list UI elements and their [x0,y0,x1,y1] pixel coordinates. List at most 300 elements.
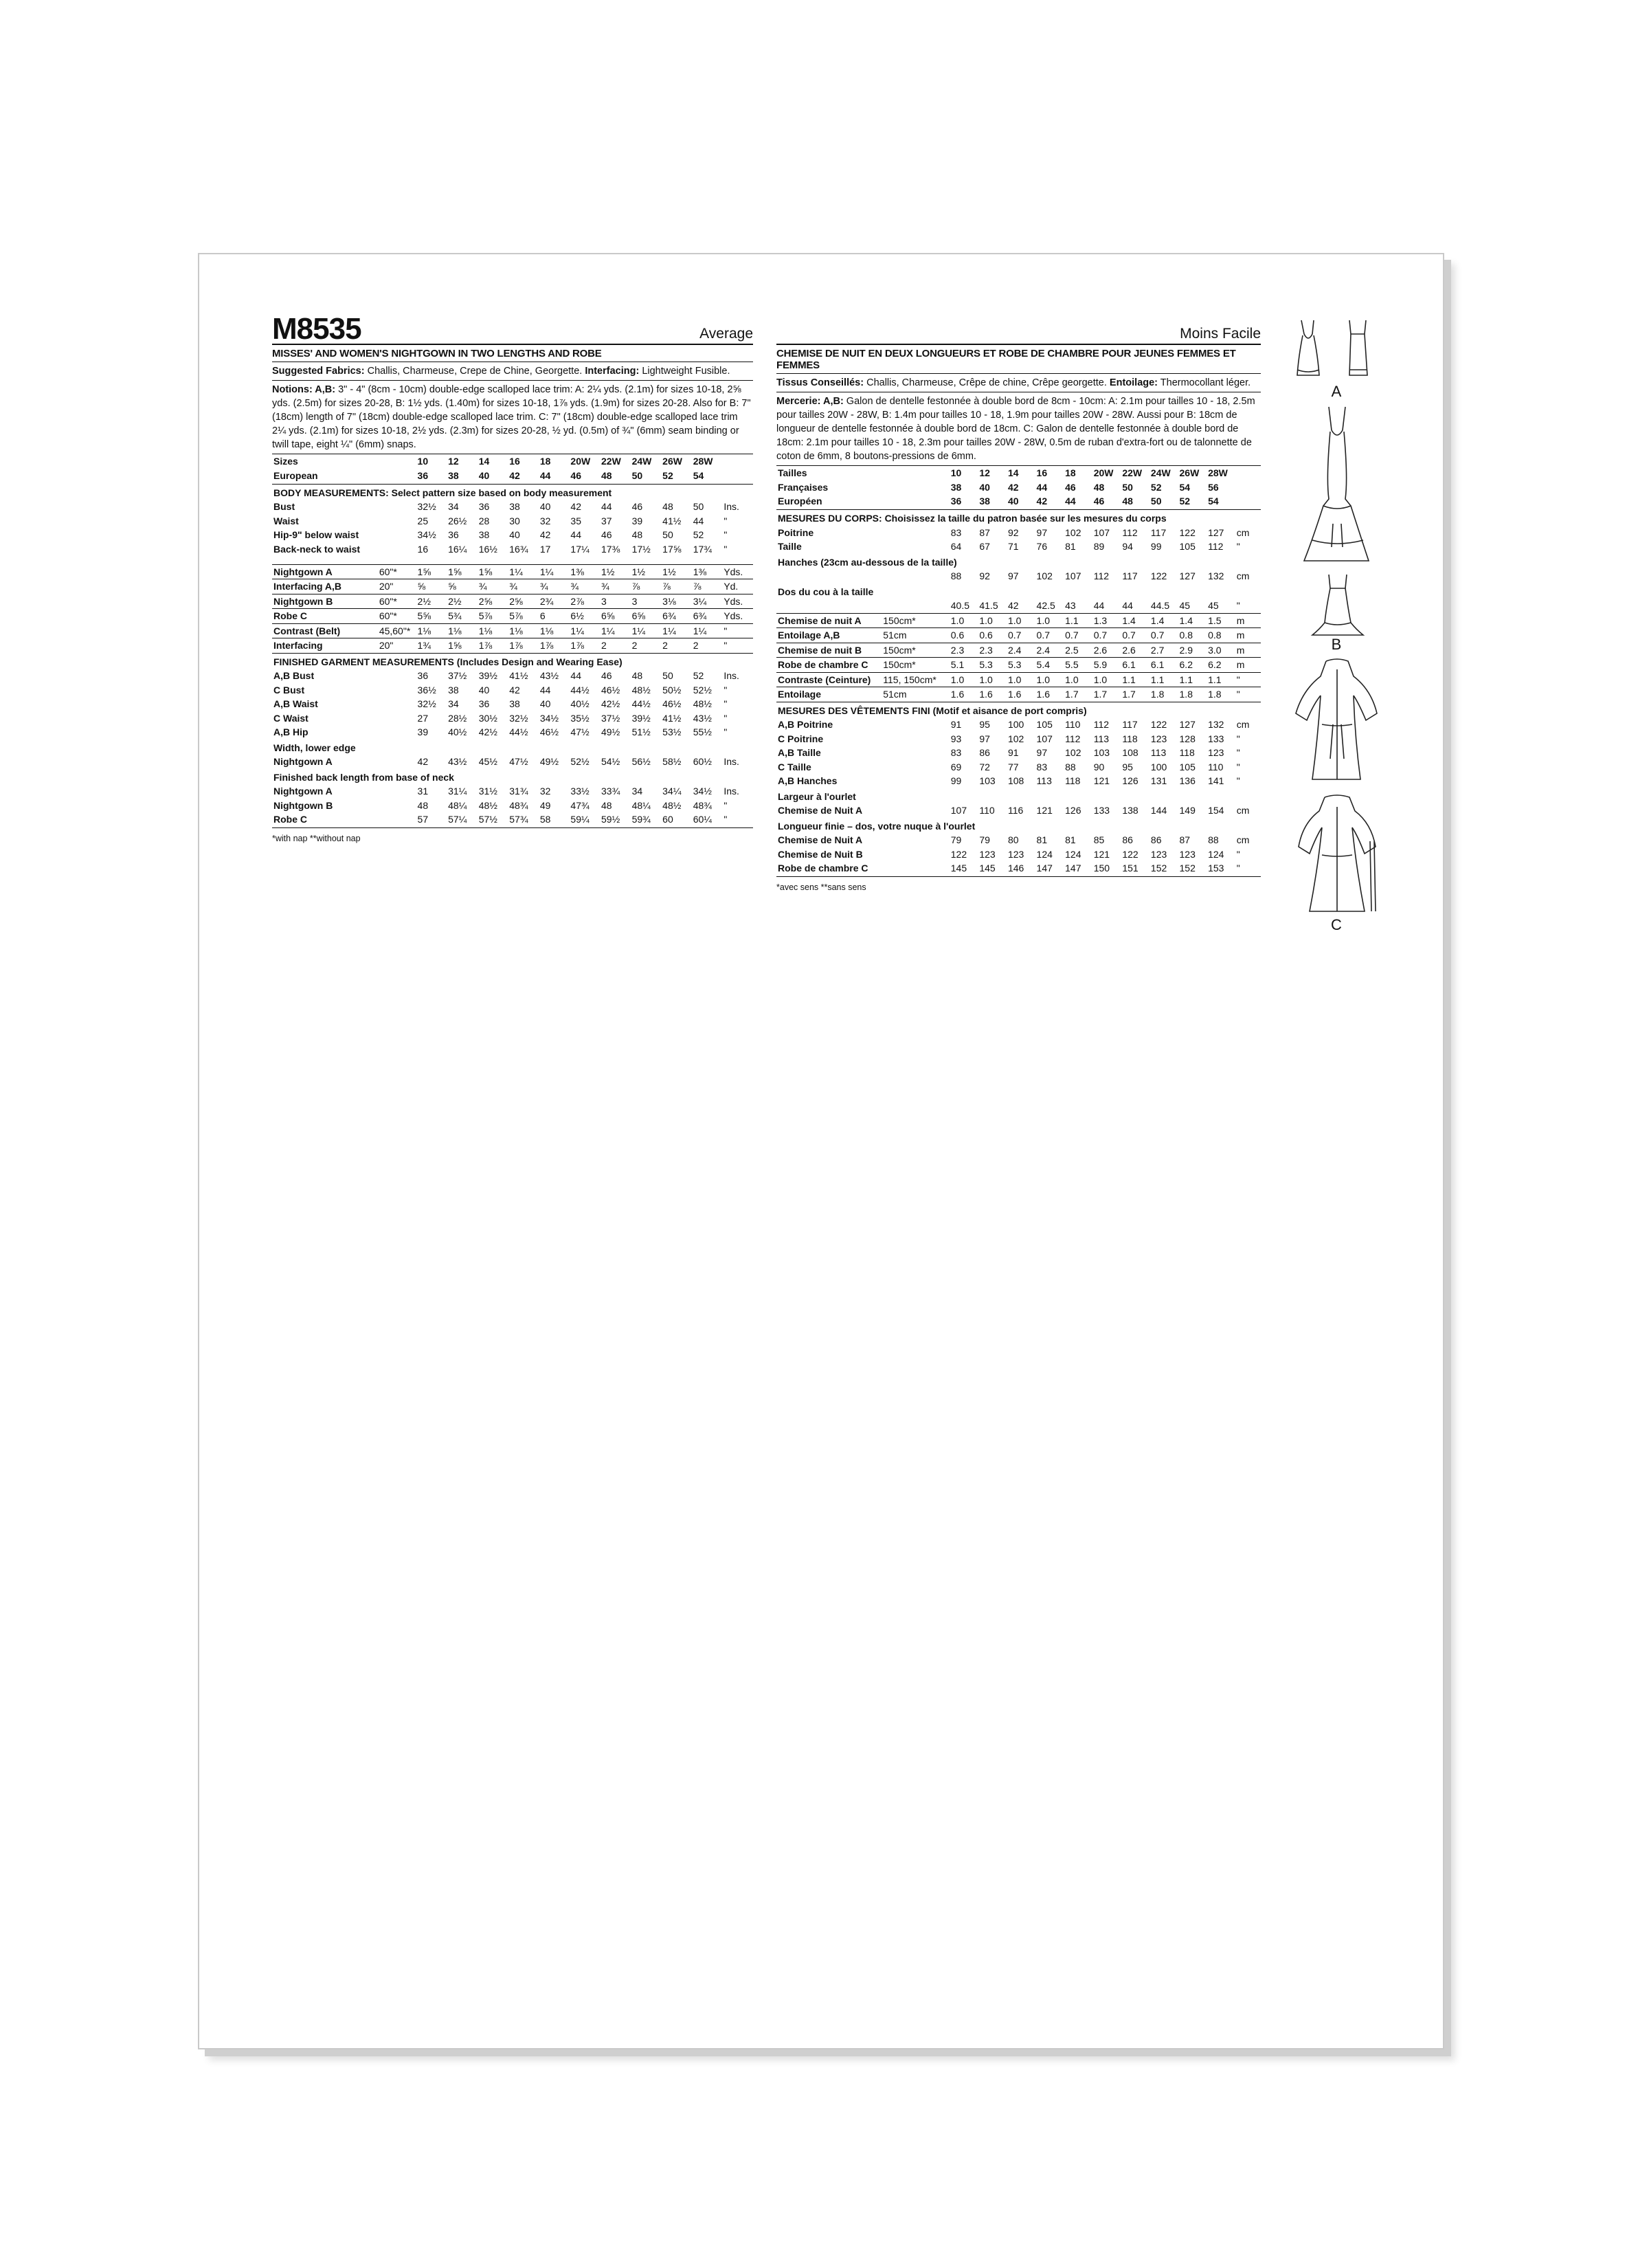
finished-measurement-row [776,746,1261,760]
cell-value: cm [1236,570,1250,581]
cell-value: 0.8 [1207,628,1235,643]
cell-value: 17⅝ [662,543,682,555]
cell-value: 51½ [631,726,651,737]
cell-value: 49½ [601,726,620,737]
length-row [272,799,753,813]
cell-value: 1¼ [692,623,723,638]
body-measurements-heading [272,484,753,500]
cell-value: 52 [1179,496,1191,507]
cell-value: " [723,529,728,540]
cell-value: 1¼ [661,623,692,638]
cell-value: 50½ [662,684,682,696]
row-label: Interfacing [272,638,378,654]
cell-value: 2.6 [1092,643,1121,658]
cell-value: 97 [979,733,990,744]
length-row [776,861,1261,876]
yardage-row [272,579,753,594]
cell-value: 105 [1036,719,1053,730]
cell-value: 133 [1093,805,1110,816]
cell-value: 33¾ [601,786,620,797]
cell-value: 1.6 [1007,687,1035,702]
cell-value: 59¼ [570,814,590,825]
fabric-width [378,755,416,769]
cell-value: 112 [1122,526,1138,538]
cell-value: 34½ [539,712,559,724]
fabric-width [378,500,416,514]
cell-value: m [1235,628,1261,643]
notions [272,381,753,454]
cell-value: 31½ [478,786,497,797]
suggested-fabrics-fr [776,374,1261,392]
fabric-width [882,760,950,775]
cell-value: 132 [1208,719,1224,730]
cell-value: 112 [1093,719,1110,730]
cell-value: 46 [601,529,612,540]
cell-value: 48¾ [509,799,528,811]
cell-value: 44½ [509,726,528,737]
cell-value: 47½ [570,726,590,737]
cell-value: 43½ [693,712,712,724]
cell-value: 1.3 [1092,613,1121,628]
cell-value: 6.2 [1178,658,1207,673]
cell-value: 97 [1036,526,1048,538]
nightgown-b-sketch [1292,403,1381,636]
length-heading [776,818,1261,834]
cell-value: 1.0 [950,672,978,687]
cell-value: 71 [1007,541,1019,552]
cell-value: 107 [1065,570,1081,581]
cell-value: 1⅞ [569,638,600,654]
cell-value: 107 [1036,733,1053,744]
cell-value: 107 [1093,526,1110,538]
section-heading: Width, lower edge [273,742,356,753]
cell-value: 50 [631,469,643,481]
fabric-width: 150cm* [882,613,950,628]
body-measurement-row [776,526,1261,540]
cell-value: 1.0 [1092,672,1121,687]
yardage-row [272,623,753,638]
cell-value: 28½ [448,712,467,724]
cell-value: 45 [1178,599,1207,613]
cell-value: 72 [979,761,990,772]
cell-value: 0.7 [1035,628,1064,643]
fabric-width [378,799,416,813]
finished-measurement-row [272,683,753,698]
fabric-width [378,469,416,483]
cell-value: 151 [1122,863,1138,874]
row-label: Entoilage [776,687,882,702]
cell-value: 48 [601,799,612,811]
size-row [776,480,1261,495]
cell-value: 30½ [478,712,497,724]
cell-value: 42½ [478,726,497,737]
cell-value: 1¼ [600,623,631,638]
cell-value: 48¼ [448,799,467,811]
cell-value: 41.5 [978,599,1007,613]
cell-value: ¾ [508,579,539,594]
cell-value: 46½ [539,726,559,737]
cell-value: 88 [1208,834,1219,845]
cell-value: 39½ [478,670,497,681]
cell-value: 31¾ [509,786,528,797]
cell-value: 41½ [662,712,682,724]
yardage-row [272,564,753,579]
finished-measurement-row [272,669,753,683]
fabric-width [378,454,416,469]
cell-value: 1¼ [569,623,600,638]
row-label: Tailles [778,467,807,478]
cell-value: 5.5 [1064,658,1092,673]
cell-value: 121 [1093,775,1110,786]
notions-text: 3" - 4" (8cm - 10cm) double-edge scalloped lace trim: A: 2¼ yds. (2.1m) for sizes 10-18, 2⅝ yds. (2.5m) for sizes 20-28, B: 1½ yds. (1.40m) for sizes 10-18, 1⅞ yds. (1.9m) for sizes 20-28. Also for B: 7" (18cm) length of 7" (18cm) double-edge scalloped lace trim. C: 7" (18cm) double-edge scalloped lace trim 2¼ yds. (2.1m) for sizes 10-18, 2½ yds. (2.3m) for sizes 20-28, ½ yd. (0.5m) of ¾" (6mm) seam binding or twill tape, eight ¼" (6mm) snaps. [272,384,751,450]
cell-value: 46 [1093,496,1105,507]
cell-value: 117 [1122,719,1138,730]
cell-value: 16¼ [448,543,467,555]
cell-value: 110 [1065,719,1081,730]
cell-value: 5⅝ [416,609,447,624]
cell-value: 14 [478,456,490,467]
fabric-width [882,569,950,583]
interfacing-label-fr: Entoilage: [1109,377,1158,388]
cell-value: 24W [1150,467,1171,478]
cell-value: ⅞ [661,579,692,594]
cell-value: 40½ [570,698,590,709]
cell-value: 42.5 [1035,599,1064,613]
body-measurement-row [776,540,1261,554]
cell-value: ⅞ [631,579,662,594]
cell-value: 5.3 [978,658,1007,673]
cell-value: 3 [600,594,631,609]
cell-value: 1.4 [1178,613,1207,628]
cell-value: 36 [478,698,490,709]
cell-value: 1.0 [1007,672,1035,687]
finished-measurement-row [272,725,753,740]
cell-value: 34 [448,698,459,709]
cell-value: 20W [570,456,591,467]
cell-value: 28W [1208,467,1228,478]
size-row [776,494,1261,509]
cell-value: 6.1 [1121,658,1149,673]
row-label: European [273,469,318,481]
cell-value: 1⅛ [539,623,570,638]
cell-value: 136 [1179,775,1196,786]
fabric-width [882,746,950,760]
cell-value: 56½ [631,756,651,767]
cell-value: 113 [1150,747,1167,758]
cell-value: 44 [601,501,612,512]
cell-value: 1⅝ [447,638,478,654]
cell-value: 1.0 [1007,613,1035,628]
cell-value: 3¼ [692,594,723,609]
cell-value: 112 [1065,733,1081,744]
cell-value: 38 [448,684,459,696]
cell-value: 3⅛ [661,594,692,609]
yardage-row [776,613,1261,628]
cell-value: 37 [601,515,612,526]
cell-value: cm [1236,805,1250,816]
finished-measurements-heading [776,702,1261,718]
cell-value: 105 [1179,761,1196,772]
cell-value: 46 [1065,481,1076,493]
view-c-label: C [1331,916,1342,933]
notions-text-fr: Galon de dentelle festonnée à double bord de 8cm - 10cm: A: 2.1m pour tailles 10 - 18, 2.5m pour tailles 20W - 28W, B: 1.4m pour tailles 10 - 18, 1.9m pour tailles 20W - 28W. Aussi pour B: 18cm de longueur de dentelle festonnée à double bord de 18cm. C: Galon de dentelle festonnée à double bord de 18cm: 2.1m pour tailles 10 - 18, 2.3m pour tailles 20W - 28W, 0.5m de ruban d'extra-fort ou de talonnette de coton de 6mm, 8 boutons-pressions de 6mm. [776,396,1255,462]
yardage-row [272,638,753,654]
fabric-width: 20" [378,638,416,654]
cell-value: 5⅞ [478,609,508,624]
cell-value: ⅞ [692,579,723,594]
cell-value: ¾ [569,579,600,594]
cell-value: 16 [417,543,429,555]
cell-value: " [723,515,728,526]
cell-value: 86 [1122,834,1133,845]
size-row [272,469,753,483]
cell-value: 1½ [661,564,692,579]
cell-value: 60¼ [693,814,712,825]
cell-value: 44 [693,515,704,526]
cell-value: 30 [509,515,520,526]
fabric-width [882,466,950,480]
cell-value: 34½ [693,786,712,797]
cell-value: 12 [448,456,459,467]
cell-value: 2⅝ [478,594,508,609]
cell-value: 1.6 [950,687,978,702]
cell-value: 40.5 [950,599,978,613]
cell-value: 79 [950,834,962,845]
fabric-width [882,526,950,540]
cell-value [1235,480,1261,495]
cell-value: 41½ [509,670,528,681]
cell-value: 5.4 [1035,658,1064,673]
fabric-width [378,669,416,683]
cell-value: 2.3 [950,643,978,658]
cell-value: 6.1 [1149,658,1178,673]
row-label: Entoilage A,B [776,628,882,643]
french-size-table [776,466,1261,877]
cell-value: 58½ [662,756,682,767]
cell-value: 36 [478,501,490,512]
cell-value: 46 [601,670,612,681]
cell-value: 77 [1007,761,1019,772]
cell-value: 37½ [448,670,467,681]
cell-value: 126 [1065,805,1081,816]
cell-value: 14 [1007,467,1019,478]
cell-value: 110 [1208,761,1224,772]
body-measurement-row [272,500,753,514]
row-label: Poitrine [778,526,814,538]
cell-value: 59½ [601,814,620,825]
cell-value: 124 [1065,848,1081,860]
cell-value: 6 [539,609,570,624]
suggested-fabrics [272,362,753,381]
row-label: Robe de chambre C [778,863,868,874]
fabric-width [882,774,950,788]
cell-value: 2½ [416,594,447,609]
cell-value: 6¾ [692,609,723,624]
cell-value: 48 [1093,481,1105,493]
french-column [776,315,1261,892]
cell-value: 16¾ [509,543,528,555]
cell-value: 25 [417,515,429,526]
fabric-width [378,812,416,827]
cell-value: 85 [1093,834,1105,845]
cell-value: 154 [1208,805,1224,816]
cell-value: 1.0 [978,613,1007,628]
cell-value: 10 [417,456,429,467]
cell-value: 54 [1179,481,1191,493]
fabric-width: 45,60"* [378,623,416,638]
cell-value: 17½ [631,543,651,555]
cell-value: 28 [478,515,490,526]
cell-value: 44 [1065,496,1076,507]
cell-value: 54 [693,469,704,481]
cell-value: 1⅛ [416,623,447,638]
fabric-width [378,528,416,542]
cell-value: ¾ [478,579,508,594]
cell-value: 18 [1065,467,1076,478]
cell-value: " [723,543,728,555]
cell-value: Yds. [722,609,753,624]
cell-value: 0.7 [1007,628,1035,643]
cell-value: 38 [979,496,990,507]
yardage-row [776,628,1261,643]
finished-measurement-row [776,732,1261,746]
cell-value: " [1235,687,1261,702]
cell-value: Ins. [723,756,739,767]
cell-value: 44 [1092,599,1121,613]
cell-value: 36 [417,469,429,481]
cell-value: 0.6 [978,628,1007,643]
cell-value: 1⅛ [447,623,478,638]
cell-value: 60½ [693,756,712,767]
cell-value: 57 [417,814,429,825]
cell-value: 42 [1007,481,1019,493]
cell-value: 133 [1208,733,1224,744]
cell-value: 3 [631,594,662,609]
body-measurement-row [272,528,753,542]
cell-value: 32½ [417,698,436,709]
cell-value: 99 [950,775,962,786]
cell-value: 50 [662,670,673,681]
width-heading [272,740,753,755]
cell-value: 124 [1036,848,1053,860]
cell-value: 16 [1036,467,1048,478]
row-label: Contrast (Belt) [272,623,378,638]
fabric-width: 51cm [882,628,950,643]
cell-value: 2.4 [1007,643,1035,658]
cell-value: 40½ [448,726,467,737]
finished-measurement-row [776,774,1261,788]
cell-value: " [1236,848,1240,860]
cell-value: 80 [1007,834,1019,845]
cell-value: 100 [1007,719,1024,730]
cell-value: 152 [1150,863,1167,874]
cell-value: 117 [1122,570,1138,581]
cell-value: 34 [448,501,459,512]
cell-value: 1.8 [1207,687,1235,702]
hip-heading [776,554,1261,570]
cell-value [1235,494,1261,509]
cell-value: 1.1 [1064,613,1092,628]
cell-value: 20W [1093,467,1114,478]
cell-value: 2.5 [1064,643,1092,658]
finished-measurement-row [272,711,753,726]
yardage-row [776,687,1261,702]
fabric-width: 150cm* [882,643,950,658]
cell-value: 118 [1179,747,1195,758]
cell-value: 48 [1122,496,1133,507]
row-label: C Poitrine [778,733,824,744]
cell-value: 123 [1007,848,1024,860]
length-row [272,784,753,799]
cell-value: 44.5 [1149,599,1178,613]
cell-value: 0.7 [1149,628,1178,643]
row-label: A,B Poitrine [778,719,833,730]
cell-value: 37½ [601,712,620,724]
cell-value: 138 [1122,805,1138,816]
cell-value [722,454,753,469]
cell-value: 44 [1036,481,1048,493]
cell-value: 6¾ [661,609,692,624]
cell-value: " [1235,599,1261,613]
cell-value: 27 [417,712,429,724]
cell-value: 127 [1208,526,1224,538]
cell-value: 76 [1036,541,1048,552]
cell-value: 43½ [539,670,559,681]
cell-value: 48 [662,501,673,512]
cell-value: 44 [570,670,581,681]
row-label [776,599,882,613]
fabric-width [882,732,950,746]
cell-value: 88 [1065,761,1076,772]
row-label: Nightgown A [273,756,333,767]
fabrics-label: Suggested Fabrics: [272,366,365,377]
cell-value: 59¾ [631,814,651,825]
row-label: Nightgown B [272,594,378,609]
cell-value: 81 [1065,541,1076,552]
pattern-description: MISSES' AND WOMEN'S NIGHTGOWN IN TWO LENGTHS AND ROBE [272,345,753,362]
cell-value: 2½ [447,594,478,609]
cell-value: 0.7 [1121,628,1149,643]
spacer [272,556,753,563]
cell-value: 113 [1093,733,1110,744]
cell-value: 47¾ [570,799,590,811]
cell-value: 24W [631,456,652,467]
cell-value: 100 [1150,761,1167,772]
cell-value: 1⅞ [508,638,539,654]
cell-value: 150 [1093,863,1110,874]
cell-value: 48 [417,799,429,811]
interfacing-label: Interfacing: [585,366,640,377]
cell-value: 103 [979,775,996,786]
cell-value: 1.1 [1178,672,1207,687]
cell-value: 12 [979,467,990,478]
fabric-width [882,803,950,818]
cell-value: 126 [1122,775,1138,786]
cell-value: 122 [1150,719,1167,730]
cell-value: ¾ [539,579,570,594]
cell-value: 43½ [448,756,467,767]
cell-value: 42 [1007,599,1035,613]
row-label: Contraste (Ceinture) [776,672,882,687]
cell-value: 48 [601,469,612,481]
cell-value: " [1236,541,1240,552]
cell-value: 1⅞ [539,638,570,654]
row-label: Robe de chambre C [776,658,882,673]
cell-value: 79 [979,834,990,845]
cell-value: " [723,698,728,709]
cell-value: 40 [509,529,520,540]
cell-value: 50 [693,501,704,512]
